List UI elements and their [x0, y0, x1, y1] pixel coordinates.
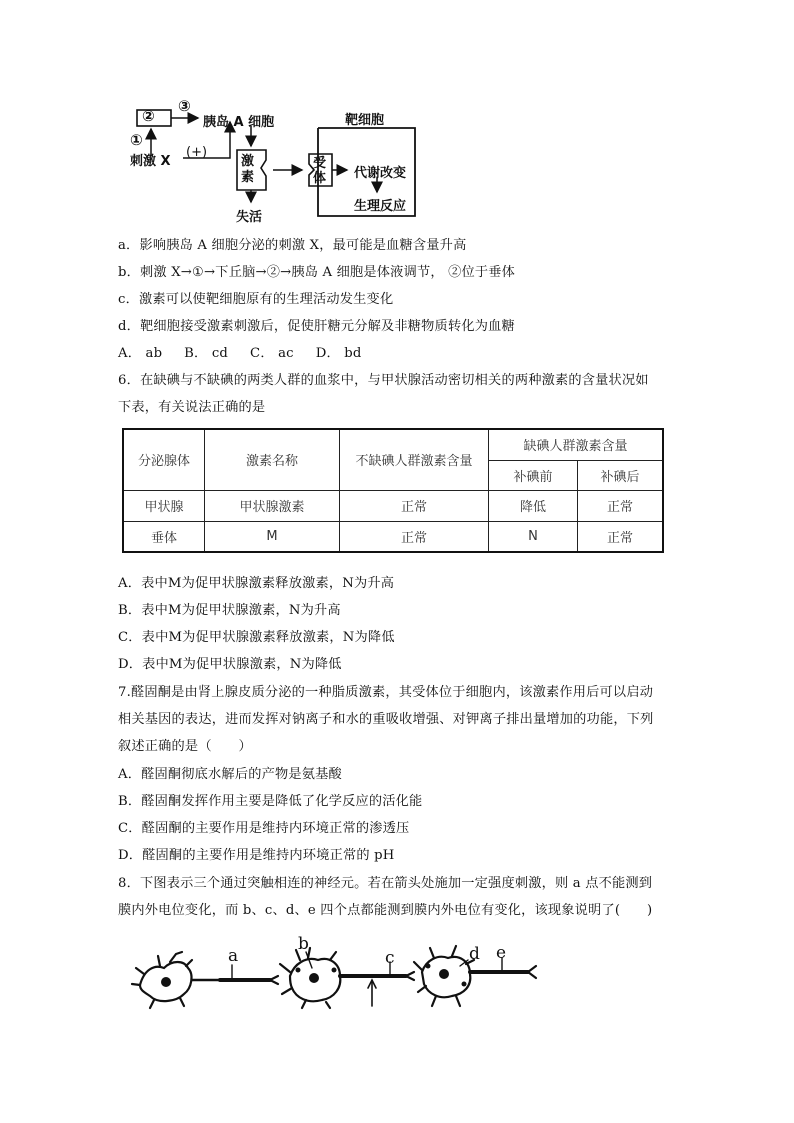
th-gland: 分泌腺体	[123, 429, 205, 490]
cell: 甲状腺激素	[205, 490, 340, 521]
metabolism-label: 代谢改变	[354, 166, 407, 181]
th-deficient-content: 缺碘人群激素含量	[489, 429, 664, 460]
q7-option-c: C．醛固酮的主要作用是维持内环境正常的渗透压	[118, 821, 410, 836]
table-row	[123, 490, 663, 521]
q7-stem-line2: 相关基因的表达，进而发挥对钠离子和水的重吸收增强、对钾离子排出量增加的功能，下列	[118, 712, 654, 727]
q6-option-c: C．表中M为促甲状腺激素释放激素，N为降低	[118, 630, 395, 645]
label-3: ③	[178, 97, 191, 115]
q5-statement-a: a．影响胰岛 A 细胞分泌的刺激 X，最可能是血糖含量升高	[118, 238, 467, 253]
cell: 正常	[578, 521, 664, 552]
physiology-label: 生理反应	[354, 199, 407, 214]
q5-statement-b: b．刺激 X→①→下丘脑→②→胰岛 A 细胞是体液调节， ②位于垂体	[118, 265, 516, 280]
q6-stem-line1: 6．在缺碘与不缺碘的两类人群的血浆中，与甲状腺活动密切相关的两种激素的含量状况如	[118, 373, 649, 388]
cell: M	[205, 521, 340, 552]
cell: 正常	[340, 490, 489, 521]
neuron-diagram	[130, 930, 550, 1010]
cell: 降低	[489, 490, 578, 521]
q7-option-d: D．醛固酮的主要作用是维持内环境正常的 pH	[118, 848, 395, 863]
hormone-label: 激素	[241, 154, 255, 185]
q8-stem-line1: 8．下图表示三个通过突触相连的神经元。若在箭头处施加一定强度刺激，则 a 点不能测到	[118, 876, 653, 891]
pancreas-label: 胰岛 A 细胞	[203, 115, 275, 130]
cell: 正常	[340, 521, 489, 552]
box-2-label: ②	[142, 107, 155, 125]
q7-option-a: A．醛固酮彻底水解后的产物是氨基酸	[118, 767, 342, 782]
label-1: ①	[130, 131, 143, 149]
neuron-label-e: e	[496, 943, 507, 963]
cell: 甲状腺	[123, 490, 205, 521]
th-normal-content: 不缺碘人群激素含量	[340, 429, 489, 490]
hormone-table	[122, 428, 664, 553]
q6-stem-line2: 下表，有关说法正确的是	[118, 400, 266, 415]
nucleus-3	[439, 969, 449, 979]
nucleus-2	[309, 973, 319, 983]
table-row	[123, 521, 663, 552]
receptor-label: 受体	[313, 156, 327, 186]
nucleus-1	[161, 977, 171, 987]
q5-statement-c: c．激素可以使靶细胞原有的生理活动发生变化	[118, 292, 394, 307]
th-before: 补碘前	[489, 460, 578, 490]
q5-statement-d: d．靶细胞接受激素刺激后，促使肝糖元分解及非糖物质转化为血糖	[118, 319, 515, 334]
cell: 垂体	[123, 521, 205, 552]
q6-option-d: D．表中M为促甲状腺激素，N为降低	[118, 657, 342, 672]
inactive-label: 失活	[236, 210, 263, 225]
target-cell-label: 靶细胞	[345, 113, 385, 128]
q8-stem-line2: 膜内外电位变化，而 b、c、d、e 四个点都能测到膜内外电位有变化，该现象说明了( )	[118, 903, 653, 918]
q5-choices: A． ab B． cd C． ac D． bd	[118, 346, 362, 361]
neuron-label-a: a	[228, 946, 239, 966]
neuron-label-b: b	[298, 934, 309, 954]
stimulus-label: 刺激 X	[130, 154, 171, 169]
q7-option-b: B．醛固酮发挥作用主要是降低了化学反应的活化能	[118, 794, 423, 809]
neuron-label-c: c	[385, 948, 395, 968]
q6-option-b: B．表中M为促甲状腺激素，N为升高	[118, 603, 341, 618]
q6-option-a: A．表中M为促甲状腺激素释放激素，N为升高	[118, 576, 395, 591]
th-hormone-name: 激素名称	[205, 429, 340, 490]
q7-stem-line1: 7.醛固酮是由肾上腺皮质分泌的一种脂质激素，其受体位于细胞内，该激素作用后可以启动	[118, 685, 654, 700]
plus-label: (+)	[186, 145, 208, 160]
cell: N	[489, 521, 578, 552]
cell: 正常	[578, 490, 664, 521]
th-after: 补碘后	[578, 460, 664, 490]
q7-stem-line3: 叙述正确的是（ ）	[118, 739, 252, 754]
neuron-label-d: d	[469, 944, 480, 964]
